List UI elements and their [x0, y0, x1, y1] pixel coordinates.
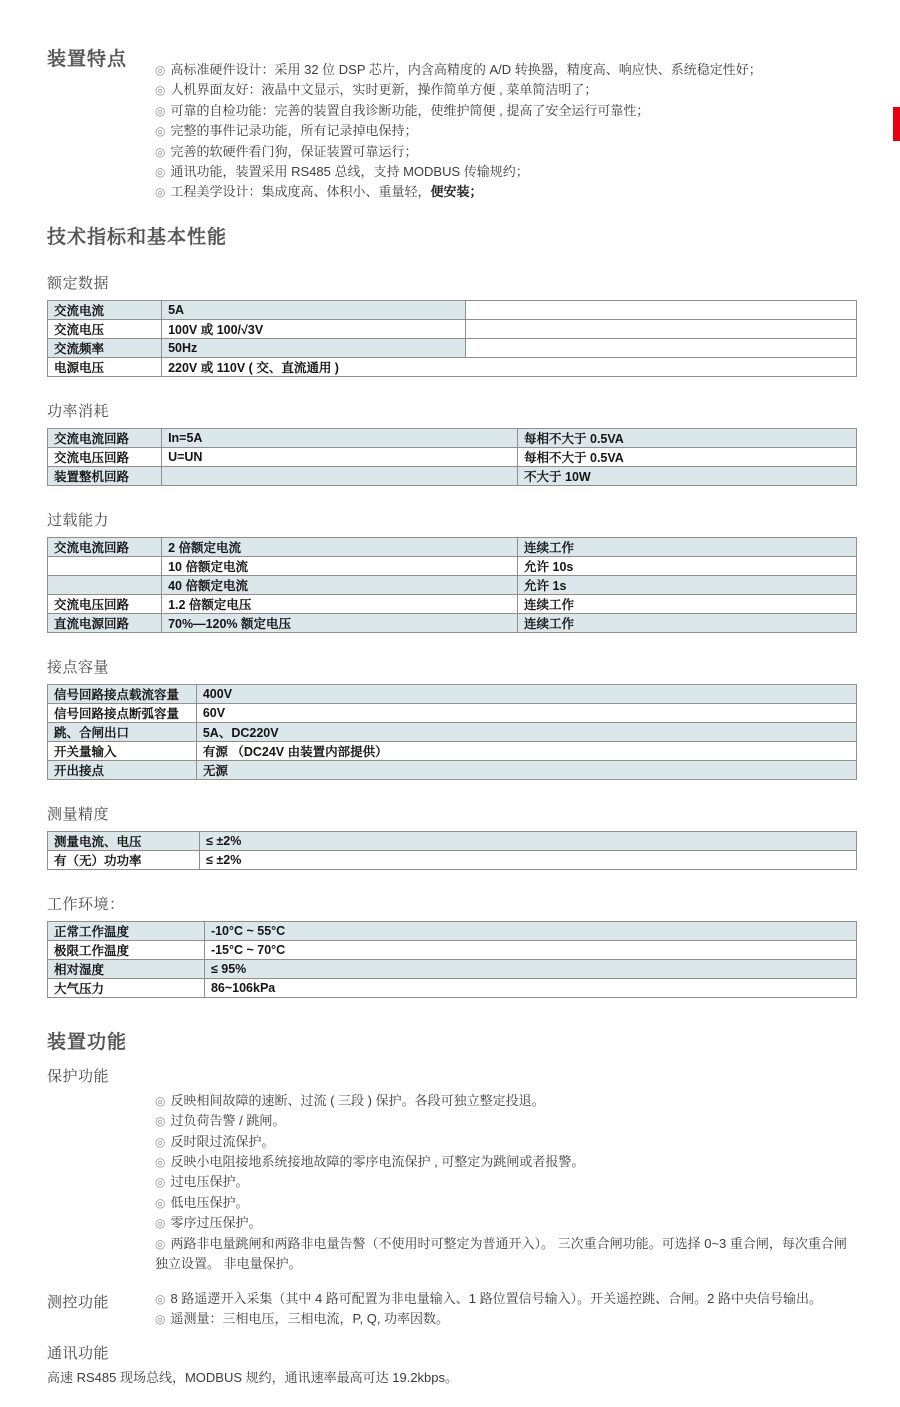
circle-bullet-icon: ◎: [155, 165, 166, 180]
list-item: [155, 1172, 857, 1192]
control-label-col: [47, 1289, 155, 1312]
circle-bullet-icon: ◎: [155, 1175, 166, 1190]
list-item-text: 过负荷告警 / 跳闸。: [170, 1113, 286, 1129]
table-cell: 5A、DC220V: [196, 722, 856, 741]
table-row: [48, 703, 857, 722]
table-row: [48, 357, 857, 376]
table-cell: 50Hz: [162, 338, 466, 357]
table-cell: 相对湿度: [48, 959, 205, 978]
overload-capability-block: [47, 509, 857, 633]
circle-bullet-icon: ◎: [155, 1134, 166, 1149]
table-cell: 开关量输入: [48, 741, 197, 760]
list-item: [155, 1213, 857, 1233]
list-item: [155, 1091, 857, 1111]
circle-bullet-icon: ◎: [155, 103, 166, 118]
table-row: [48, 575, 857, 594]
table-heading-rated-data: 额定数据: [47, 274, 110, 292]
table-cell: [48, 556, 162, 575]
table-cell: 允许 10s: [518, 556, 857, 575]
table-cell: 100V 或 100/√3V: [162, 319, 466, 338]
list-item-text: 零序过压保护。: [170, 1215, 262, 1231]
overload-capability-table: [47, 537, 857, 633]
circle-bullet-icon: ◎: [155, 83, 166, 98]
rated-data-table: [47, 300, 857, 377]
list-item-text: 低电压保护。: [170, 1194, 249, 1210]
table-row: [48, 466, 857, 485]
table-heading-power-consumption: 功率消耗: [47, 402, 110, 420]
table-heading-contact-capacity: 接点容量: [47, 658, 110, 676]
table-row: [48, 850, 857, 869]
table-row: [48, 741, 857, 760]
table-cell: 2 倍额定电流: [162, 537, 518, 556]
rated-data-block: [47, 272, 857, 377]
table-row: [48, 684, 857, 703]
comm-text: 高速 RS485 现场总线，MODBUS 规约，通讯速率最高可达 19.2kbps。: [47, 1370, 459, 1386]
table-cell: 装置整机回路: [48, 466, 162, 485]
table-heading-measurement-accuracy: 测量精度: [47, 805, 110, 823]
features-section: [47, 44, 857, 203]
table-cell: 无源: [196, 760, 856, 779]
table-row: [48, 428, 857, 447]
table-cell: 40 倍额定电流: [162, 575, 518, 594]
circle-bullet-icon: ◎: [155, 1155, 166, 1170]
list-item: [155, 182, 857, 202]
list-item: [155, 1309, 857, 1329]
section-title-features: 装置特点: [47, 49, 128, 70]
table-cell: 极限工作温度: [48, 940, 205, 959]
table-row: [48, 319, 857, 338]
table-row: [48, 556, 857, 575]
contact-capacity-block: [47, 656, 857, 780]
table-cell: 交流电压: [48, 319, 162, 338]
table-row: [48, 978, 857, 997]
table-cell: 每相不大于 0.5VA: [518, 428, 857, 447]
list-item-text: 反映小电阻接地系统接地故障的零序电流保护 , 可整定为跳闸或者报警。: [170, 1154, 585, 1170]
table-row: [48, 338, 857, 357]
table-cell: 连续工作: [518, 594, 857, 613]
list-item-text: 8 路遥遻开入采集（其中 4 路可配置为非电量输入、1 路位置信号输入）。开关遥控跳、合闸。2 路中央信号输出。: [170, 1290, 822, 1306]
table-row: [48, 760, 857, 779]
list-item: [155, 101, 857, 121]
table-row: [48, 831, 857, 850]
table-cell: 每相不大于 0.5VA: [518, 447, 857, 466]
list-item: [155, 1193, 857, 1213]
table-row: [48, 940, 857, 959]
table-cell: ≤ 95%: [204, 959, 856, 978]
working-environment-table: [47, 921, 857, 998]
table-cell: U=UN: [162, 447, 518, 466]
table-cell: 交流电压回路: [48, 594, 162, 613]
table-cell: [162, 466, 518, 485]
table-cell: 正常工作温度: [48, 921, 205, 940]
table-cell: 交流电流回路: [48, 537, 162, 556]
table-cell: 允许 1s: [518, 575, 857, 594]
table-cell: 400V: [196, 684, 856, 703]
table-cell: 不大于 10W: [518, 466, 857, 485]
table-cell: 测量电流、电压: [48, 831, 200, 850]
table-cell: [466, 319, 857, 338]
features-label-col: [47, 44, 155, 71]
table-cell: 电源电压: [48, 357, 162, 376]
table-cell: 70%—120% 额定电压: [162, 613, 518, 632]
section-title-functions: 装置功能: [47, 1031, 128, 1053]
table-cell: [466, 338, 857, 357]
table-cell: 5A: [162, 300, 466, 319]
list-item-text: 完善的软硬件看门狗，保证装置可靠运行；: [170, 143, 418, 159]
heading-control: 测控功能: [47, 1293, 110, 1311]
table-row: [48, 613, 857, 632]
section-title-specs: 技术指标和基本性能: [47, 226, 228, 248]
table-cell: 信号回路接点载流容量: [48, 684, 197, 703]
measurement-accuracy-table: [47, 831, 857, 870]
list-item: [155, 1289, 857, 1309]
page-edge-red-marker: [893, 107, 900, 141]
table-cell: 大气压力: [48, 978, 205, 997]
list-item: [155, 1132, 857, 1152]
circle-bullet-icon: ◎: [155, 1291, 166, 1306]
table-row: [48, 447, 857, 466]
table-cell: 有（无）功功率: [48, 850, 200, 869]
circle-bullet-icon: ◎: [155, 185, 166, 200]
list-item: [155, 1152, 857, 1172]
features-list: [155, 60, 857, 203]
table-cell: 有源 （DC24V 由装置内部提供）: [196, 741, 856, 760]
table-row: [48, 594, 857, 613]
working-environment-block: [47, 893, 857, 998]
list-item: [155, 1111, 857, 1131]
list-item-text: 人机界面友好：液晶中文显示，实时更新，操作简单方便 , 菜单简洁明了；: [170, 82, 598, 98]
heading-protection: 保护功能: [47, 1067, 110, 1085]
table-cell: 220V 或 110V ( 交、直流通用 ): [162, 357, 857, 376]
table-cell: ≤ ±2%: [200, 831, 857, 850]
table-cell: -15°C ~ 70°C: [204, 940, 856, 959]
circle-bullet-icon: ◎: [155, 124, 166, 139]
table-cell: 信号回路接点断弧容量: [48, 703, 197, 722]
list-item-text: 高标准硬件设计：采用 32 位 DSP 芯片，内含高精度的 A/D 转换器，精度高、响应快、系统稳定性好；: [170, 62, 762, 77]
table-cell: -10°C ~ 55°C: [204, 921, 856, 940]
table-cell: 1.2 倍额定电压: [162, 594, 518, 613]
table-row: [48, 537, 857, 556]
list-item-text: 反映相间故障的速断、过流 ( 三段 ) 保护。各段可独立整定投退。: [170, 1092, 545, 1108]
table-cell: 交流电流回路: [48, 428, 162, 447]
list-item-text: 两路非电量跳闸和两路非电量告謷（不使用时可整定为普通开入）。 三次重合闸功能。可选择 0~3 重合闸，每次重合闸独立设置。 非电量保护。: [155, 1235, 847, 1272]
table-row: [48, 722, 857, 741]
contact-capacity-table: [47, 684, 857, 780]
table-cell: 交流电压回路: [48, 447, 162, 466]
list-item: [155, 162, 857, 182]
control-section: [47, 1289, 857, 1330]
protection-list: [155, 1091, 857, 1274]
measurement-accuracy-block: [47, 803, 857, 870]
list-item-text: 反时限过流保护。: [170, 1133, 275, 1149]
table-cell: 连续工作: [518, 537, 857, 556]
circle-bullet-icon: ◎: [155, 144, 166, 159]
table-cell: [466, 300, 857, 319]
circle-bullet-icon: ◎: [155, 1311, 166, 1326]
table-cell: 连续工作: [518, 613, 857, 632]
list-item: [155, 80, 857, 100]
list-item-text: 过电压保护。: [170, 1174, 249, 1190]
circle-bullet-icon: ◎: [155, 1114, 166, 1129]
table-cell: 直流电源回路: [48, 613, 162, 632]
control-list: [155, 1289, 857, 1330]
list-item-text: 工程美学设计：集成度高、体积小、重量轻，便安装；: [170, 184, 483, 200]
table-cell: 交流频率: [48, 338, 162, 357]
table-cell: [48, 575, 162, 594]
table-row: [48, 300, 857, 319]
table-cell: 开出接点: [48, 760, 197, 779]
power-consumption-block: [47, 400, 857, 486]
table-cell: 交流电流: [48, 300, 162, 319]
circle-bullet-icon: ◎: [155, 63, 166, 77]
table-cell: 跳、合闸出口: [48, 722, 197, 741]
table-heading-working-environment: 工作环境：: [47, 895, 125, 913]
table-row: [48, 959, 857, 978]
table-cell: ≤ ±2%: [200, 850, 857, 869]
list-item: [155, 1234, 857, 1274]
list-item-text: 完整的事件记录功能，所有记录掉电保持；: [170, 123, 418, 139]
table-cell: In=5A: [162, 428, 518, 447]
table-cell: 86~106kPa: [204, 978, 856, 997]
heading-comm: 通讯功能: [47, 1345, 110, 1363]
table-cell: 60V: [196, 703, 856, 722]
table-row: [48, 921, 857, 940]
list-item: [155, 121, 857, 141]
circle-bullet-icon: ◎: [155, 1093, 166, 1108]
table-heading-overload: 过载能力: [47, 511, 110, 529]
list-item-text: 可靠的自检功能：完善的装置自我诊断功能，使维护简便 , 提高了安全运行可靠性；: [170, 102, 650, 118]
table-cell: 10 倍额定电流: [162, 556, 518, 575]
list-item-text: 遥测量：三相电压，三相电流，P, Q, 功率因数。: [170, 1310, 450, 1326]
circle-bullet-icon: ◎: [155, 1236, 166, 1251]
circle-bullet-icon: ◎: [155, 1195, 166, 1210]
list-item: [155, 60, 857, 80]
list-item-text: 通讯功能，装置采用 RS485 总线，支持 MODBUS 传输规约；: [170, 164, 529, 180]
circle-bullet-icon: ◎: [155, 1216, 166, 1231]
list-item: [155, 142, 857, 162]
power-consumption-table: [47, 428, 857, 486]
